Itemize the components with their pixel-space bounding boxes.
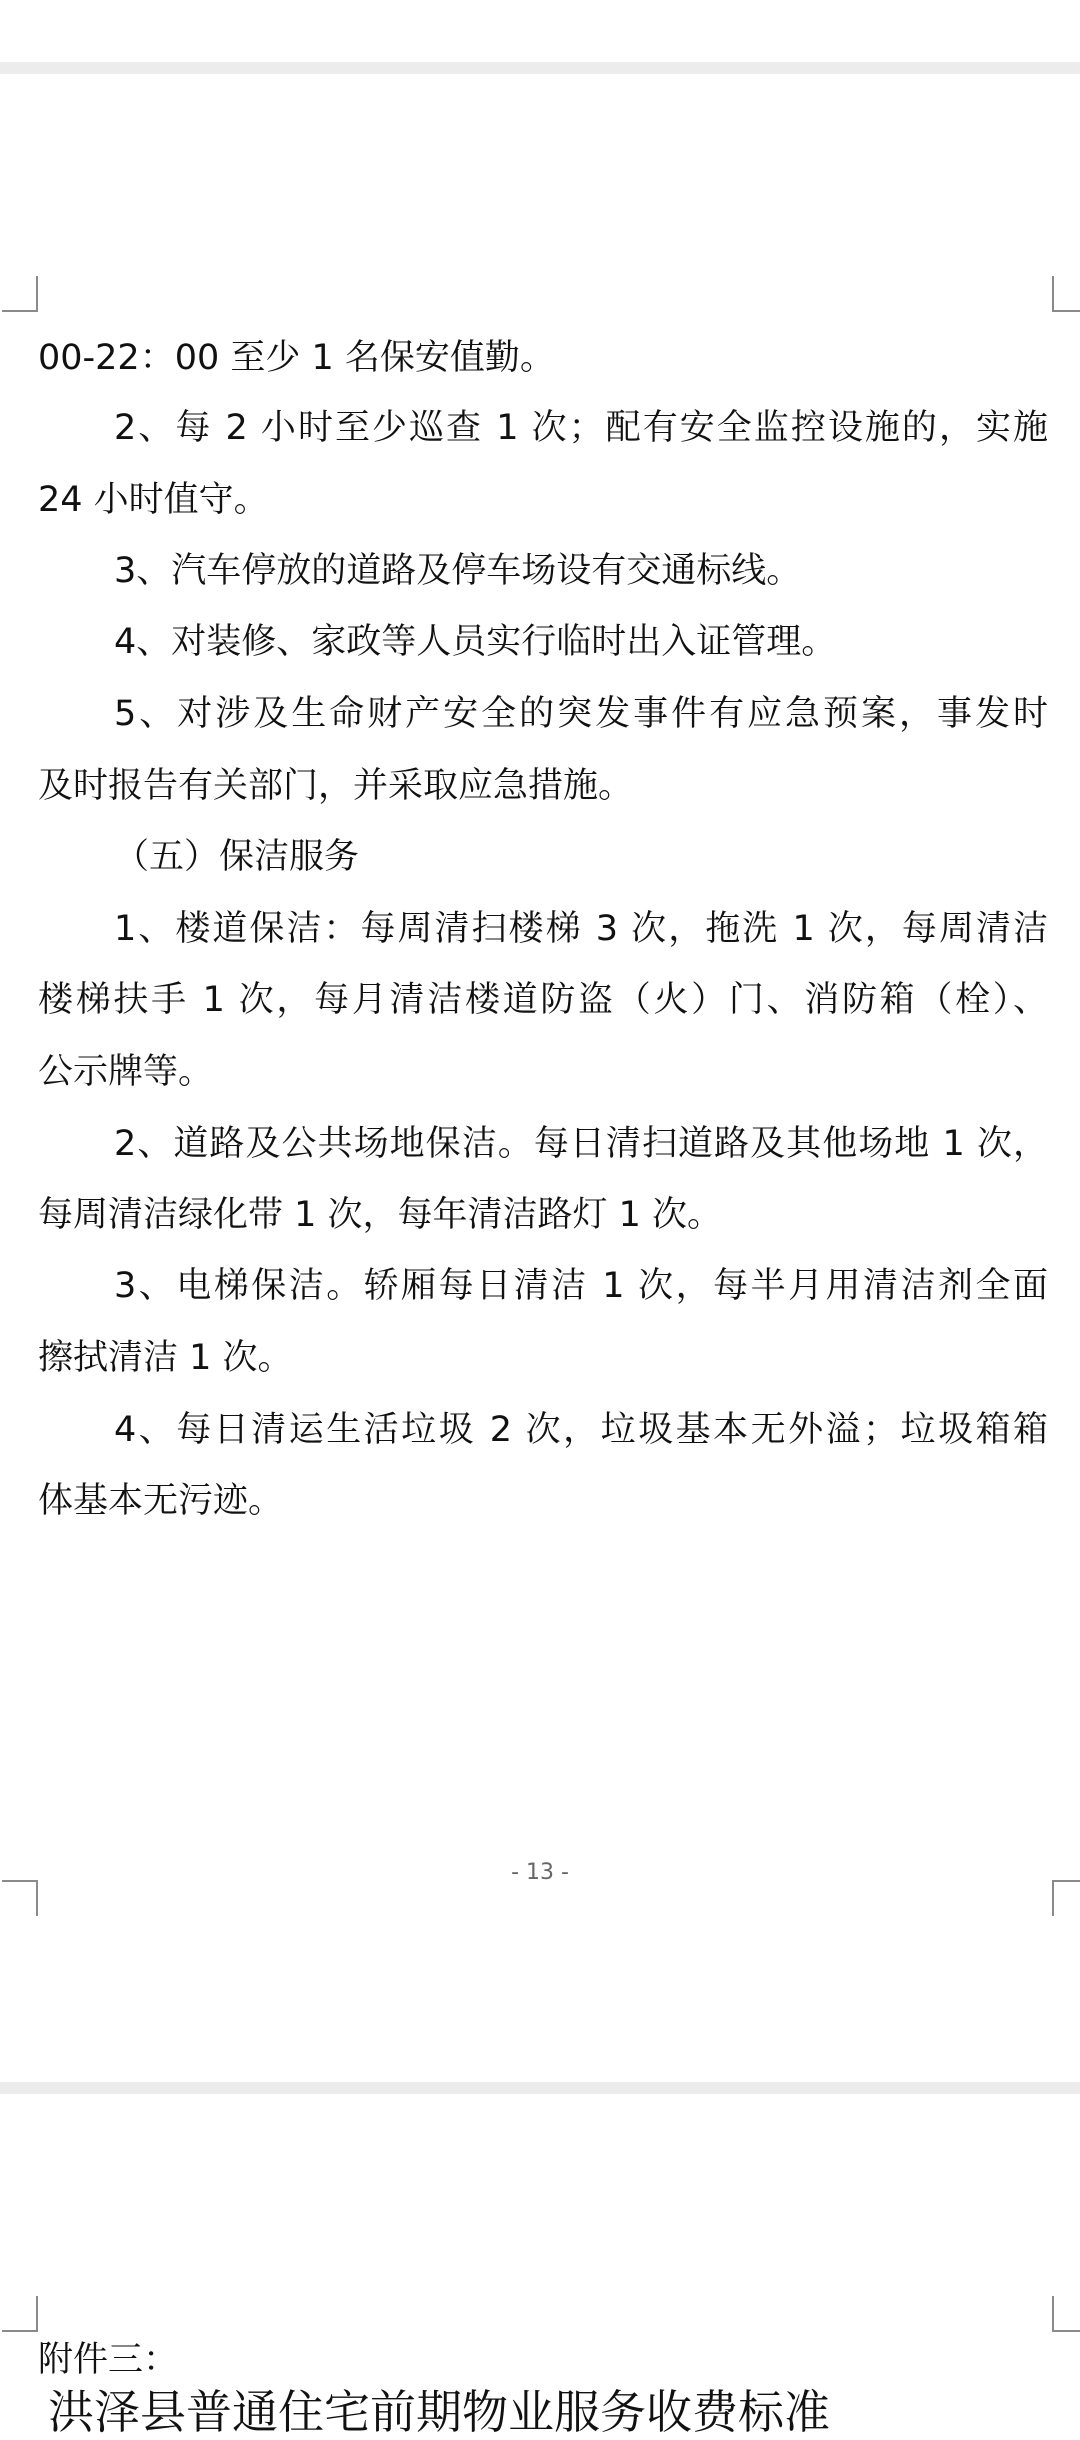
body-line-13: 每周清洁绿化带 1 次，每年清洁路灯 1 次。 — [38, 1195, 723, 1235]
crop-mark-bottom-left — [2, 1880, 38, 1916]
body-line-9: 1、楼道保洁：每周清扫楼梯 3 次，拖洗 1 次，每周清洁 — [114, 909, 1048, 949]
body-line-10: 楼梯扶手 1 次，每月清洁楼道防盗（火）门、消防箱（栓）、 — [38, 980, 1048, 1020]
page-number: - 13 - — [511, 1860, 569, 1885]
crop-mark-bottom-right — [1052, 1880, 1080, 1916]
body-line-2: 2、每 2 小时至少巡查 1 次；配有安全监控设施的，实施 — [114, 408, 1048, 448]
section-heading: （五）保洁服务 — [114, 837, 360, 877]
body-line-17: 体基本无污迹。 — [38, 1481, 284, 1521]
body-line-3: 24 小时值守。 — [38, 480, 269, 520]
body-line-7: 及时报告有关部门，并采取应急措施。 — [38, 766, 634, 806]
body-line-1: 00-22：00 至少 1 名保安值勤。 — [38, 338, 555, 378]
body-line-6: 5、对涉及生命财产安全的突发事件有应急预案，事发时 — [114, 694, 1048, 734]
body-line-11: 公示牌等。 — [38, 1052, 214, 1092]
attachment-label: 附件三： — [38, 2340, 179, 2380]
body-line-16: 4、每日清运生活垃圾 2 次，垃圾基本无外溢；垃圾箱箱 — [114, 1410, 1048, 1450]
crop-mark-page2-top-right — [1052, 2296, 1080, 2332]
body-line-15: 擦拭清洁 1 次。 — [38, 1338, 293, 1378]
body-line-5: 4、对装修、家政等人员实行临时出入证管理。 — [114, 622, 837, 662]
page-separator-top — [0, 62, 1080, 74]
attachment-title: 洪泽县普通住宅前期物业服务收费标准 — [48, 2385, 830, 2439]
crop-mark-page2-top-left — [2, 2296, 38, 2332]
body-line-12: 2、道路及公共场地保洁。每日清扫道路及其他场地 1 次， — [114, 1124, 1048, 1164]
crop-mark-top-right — [1052, 276, 1080, 312]
body-line-14: 3、电梯保洁。轿厢每日清洁 1 次，每半月用清洁剂全面 — [114, 1266, 1048, 1306]
body-line-4: 3、汽车停放的道路及停车场设有交通标线。 — [114, 551, 802, 591]
crop-mark-top-left — [2, 276, 38, 312]
page-separator-middle — [0, 2082, 1080, 2094]
